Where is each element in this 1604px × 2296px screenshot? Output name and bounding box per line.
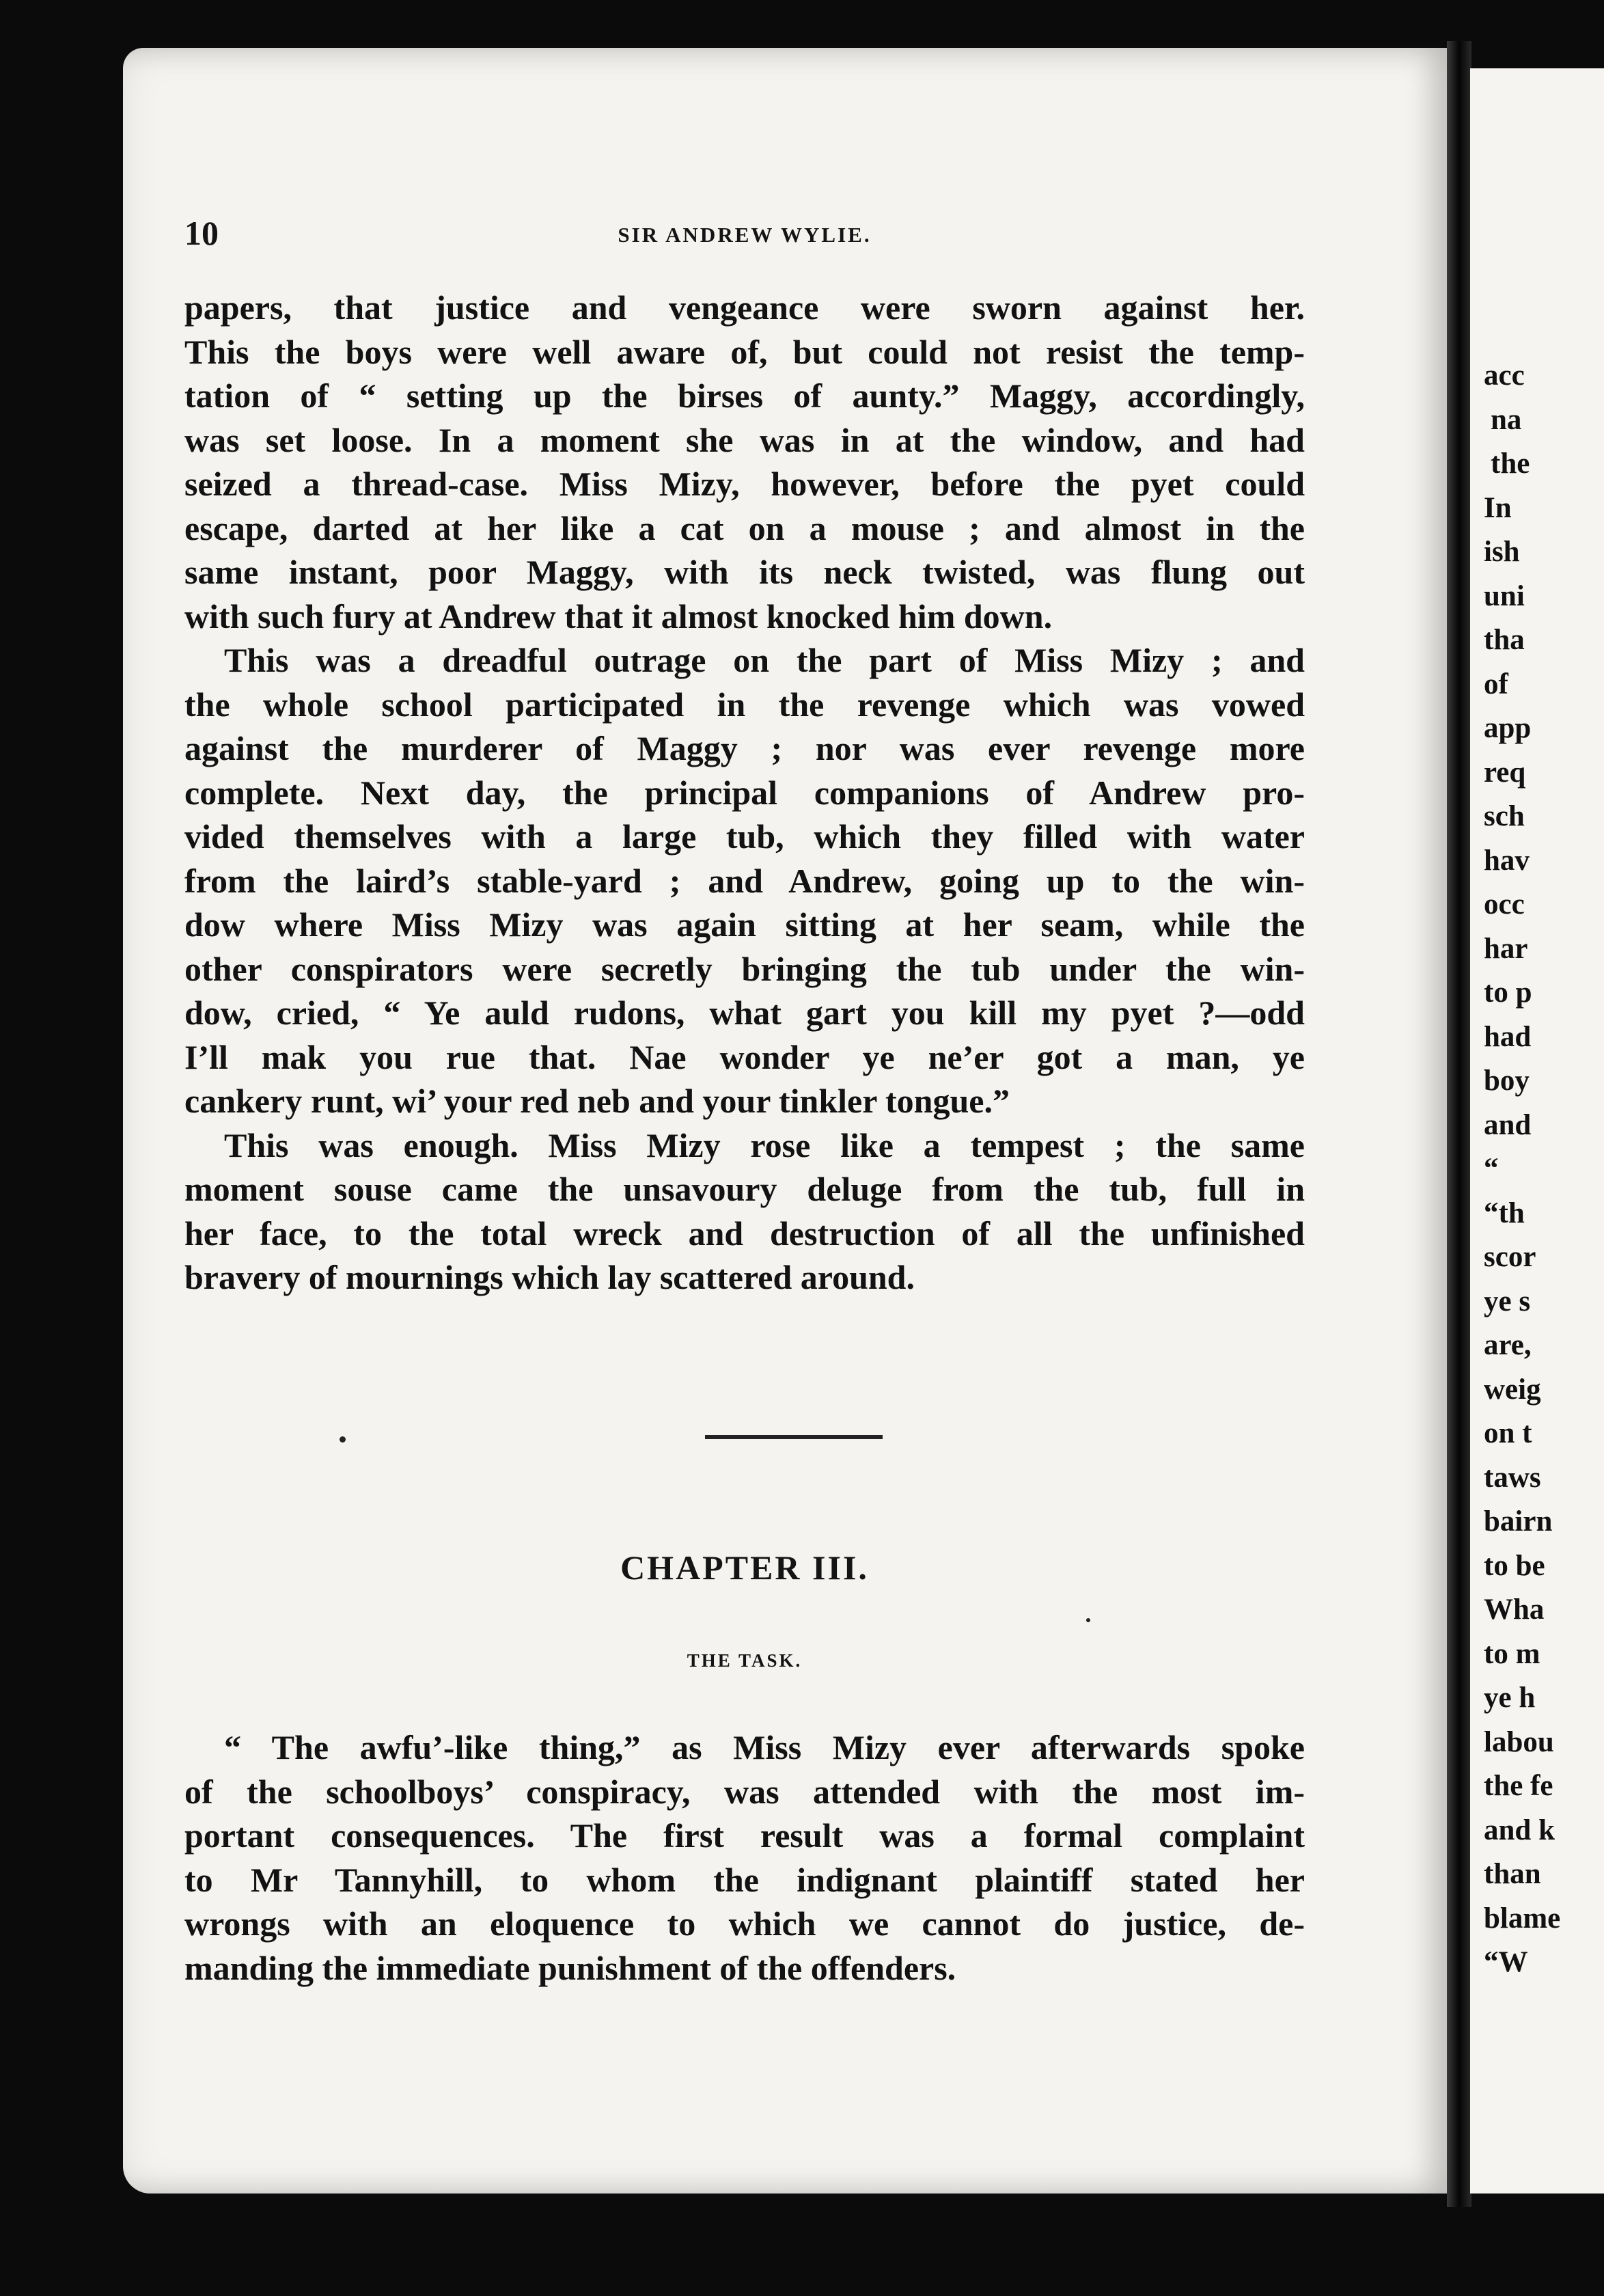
facing-page-fragment: had xyxy=(1484,1020,1532,1053)
text-line: papers, that justice and vengeance were sworn against her. xyxy=(184,288,1305,327)
facing-page-fragment: to be xyxy=(1484,1549,1545,1582)
text-line: “ The awfu’-like thing,” as Miss Mizy ever afterwards spoke xyxy=(224,1728,1305,1766)
facing-page-fragment: acc xyxy=(1484,359,1525,392)
text-line: complete. Next day, the principal companions of Andrew pro- xyxy=(184,773,1305,812)
text-line: same instant, poor Maggy, with its neck twisted, was flung out xyxy=(184,553,1305,591)
facing-page-fragment: of xyxy=(1484,668,1508,700)
text-line: seized a thread-case. Miss Mizy, however, before the pyet could xyxy=(184,465,1305,503)
facing-page-fragment: hav xyxy=(1484,844,1530,877)
body-text-after-chapter xyxy=(184,1725,1305,1990)
facing-page-fragment: boy xyxy=(1484,1065,1530,1097)
facing-page-fragment: the fe xyxy=(1484,1770,1553,1802)
text-line: cankery runt, wi’ your red neb and your tinkler tongue.” xyxy=(184,1082,1010,1120)
facing-page-fragment: “ xyxy=(1484,1153,1499,1185)
facing-page-fragment: on t xyxy=(1484,1417,1532,1449)
text-line: This was a dreadful outrage on the part of Miss Mizy ; and xyxy=(224,641,1305,679)
text-line: moment souse came the unsavoury deluge from the tub, full in xyxy=(184,1170,1305,1208)
facing-page-fragment: and k xyxy=(1484,1814,1555,1846)
facing-page-fragment: uni xyxy=(1484,579,1525,612)
text-line: dow where Miss Mizy was again sitting at her seam, while the xyxy=(184,905,1305,944)
facing-page-fragment: scor xyxy=(1484,1241,1536,1273)
ink-speck xyxy=(340,1436,346,1443)
facing-page-fragment: “W xyxy=(1484,1946,1528,1978)
facing-page-fragment: occ xyxy=(1484,888,1525,920)
text-line: I’ll mak you rue that. Nae wonder ye ne’er got a man, ye xyxy=(184,1037,1305,1076)
facing-page-fragment: to m xyxy=(1484,1637,1540,1670)
facing-page-fragment: are, xyxy=(1484,1329,1532,1361)
text-line: against the murderer of Maggy ; nor was ever revenge more xyxy=(184,729,1305,767)
page-number: 10 xyxy=(184,214,219,252)
text-line: This the boys were well aware of, but could not resist the temp- xyxy=(184,332,1305,371)
facing-page-fragment: labou xyxy=(1484,1725,1554,1758)
facing-page-fragment: and xyxy=(1484,1108,1532,1141)
facing-page-fragment: har xyxy=(1484,932,1528,965)
text-line: to Mr Tannyhill, to whom the indignant plaintiff stated her xyxy=(184,1860,1305,1899)
chapter-heading: CHAPTER III. xyxy=(620,1548,869,1587)
facing-page-fragment: req xyxy=(1484,756,1526,789)
text-line: bravery of mournings which lay scattered around. xyxy=(184,1258,915,1296)
text-line: the whole school participated in the revenge which was vowed xyxy=(184,685,1305,724)
facing-page-fragment: “th xyxy=(1484,1197,1525,1229)
running-head xyxy=(184,213,1305,254)
text-line: other conspirators were secretly bringing the tub under the win- xyxy=(184,949,1305,988)
text-line: dow, cried, “ Ye auld rudons, what gart you kill my pyet ?—odd xyxy=(184,994,1305,1032)
text-line: portant consequences. The first result was a formal complaint xyxy=(184,1816,1305,1855)
facing-page-fragment: bairn xyxy=(1484,1505,1553,1538)
book-gutter xyxy=(1447,41,1471,2207)
section-divider-rule xyxy=(705,1435,883,1439)
facing-page-fragment: Wha xyxy=(1484,1594,1545,1626)
text-line: with such fury at Andrew that it almost knocked him down. xyxy=(184,597,1053,636)
text-line: escape, darted at her like a cat on a mouse ; and almost in the xyxy=(184,508,1305,547)
facing-page-fragment: app xyxy=(1484,712,1532,744)
text-line: of the schoolboys’ conspiracy, was attended with the most im- xyxy=(184,1772,1305,1811)
facing-page-fragment: In xyxy=(1484,491,1512,524)
text-line: This was enough. Miss Mizy rose like a tempest ; the same xyxy=(224,1125,1305,1164)
facing-page-fragment: na xyxy=(1491,403,1522,436)
running-title: SIR ANDREW WYLIE. xyxy=(618,223,872,247)
facing-page-fragment: blame xyxy=(1484,1902,1561,1935)
text-line: was set loose. In a moment she was in at the window, and had xyxy=(184,420,1305,459)
facing-page-fragment: the xyxy=(1491,448,1530,480)
facing-page-fragment: to p xyxy=(1484,976,1532,1009)
facing-page-fragment: weig xyxy=(1484,1373,1541,1406)
facing-page-fragment: sch xyxy=(1484,800,1525,832)
text-line: wrongs with an eloquence to which we cannot do justice, de- xyxy=(184,1904,1305,1943)
text-line: her face, to the total wreck and destruction of all the unfinished xyxy=(184,1214,1305,1253)
text-line: vided themselves with a large tub, which they filled with water xyxy=(184,817,1305,856)
facing-page-fragment: ish xyxy=(1484,536,1520,568)
facing-page xyxy=(1470,68,1604,2194)
facing-page-fragment: taws xyxy=(1484,1461,1541,1494)
facing-page-fragment: than xyxy=(1484,1858,1541,1890)
body-text-before-chapter xyxy=(184,286,1305,1300)
facing-page-fragment: tha xyxy=(1484,624,1525,656)
ink-speck xyxy=(1086,1618,1090,1622)
facing-page-fragment: ye h xyxy=(1484,1682,1536,1714)
text-line: manding the immediate punishment of the offenders. xyxy=(184,1948,956,1987)
text-line: tation of “ setting up the birses of aunty.” Maggy, accordingly, xyxy=(184,377,1305,415)
text-line: from the laird’s stable-yard ; and Andrew, going up to the win- xyxy=(184,861,1305,900)
facing-page-fragment: ye s xyxy=(1484,1285,1531,1317)
chapter-subtitle: THE TASK. xyxy=(687,1650,803,1671)
